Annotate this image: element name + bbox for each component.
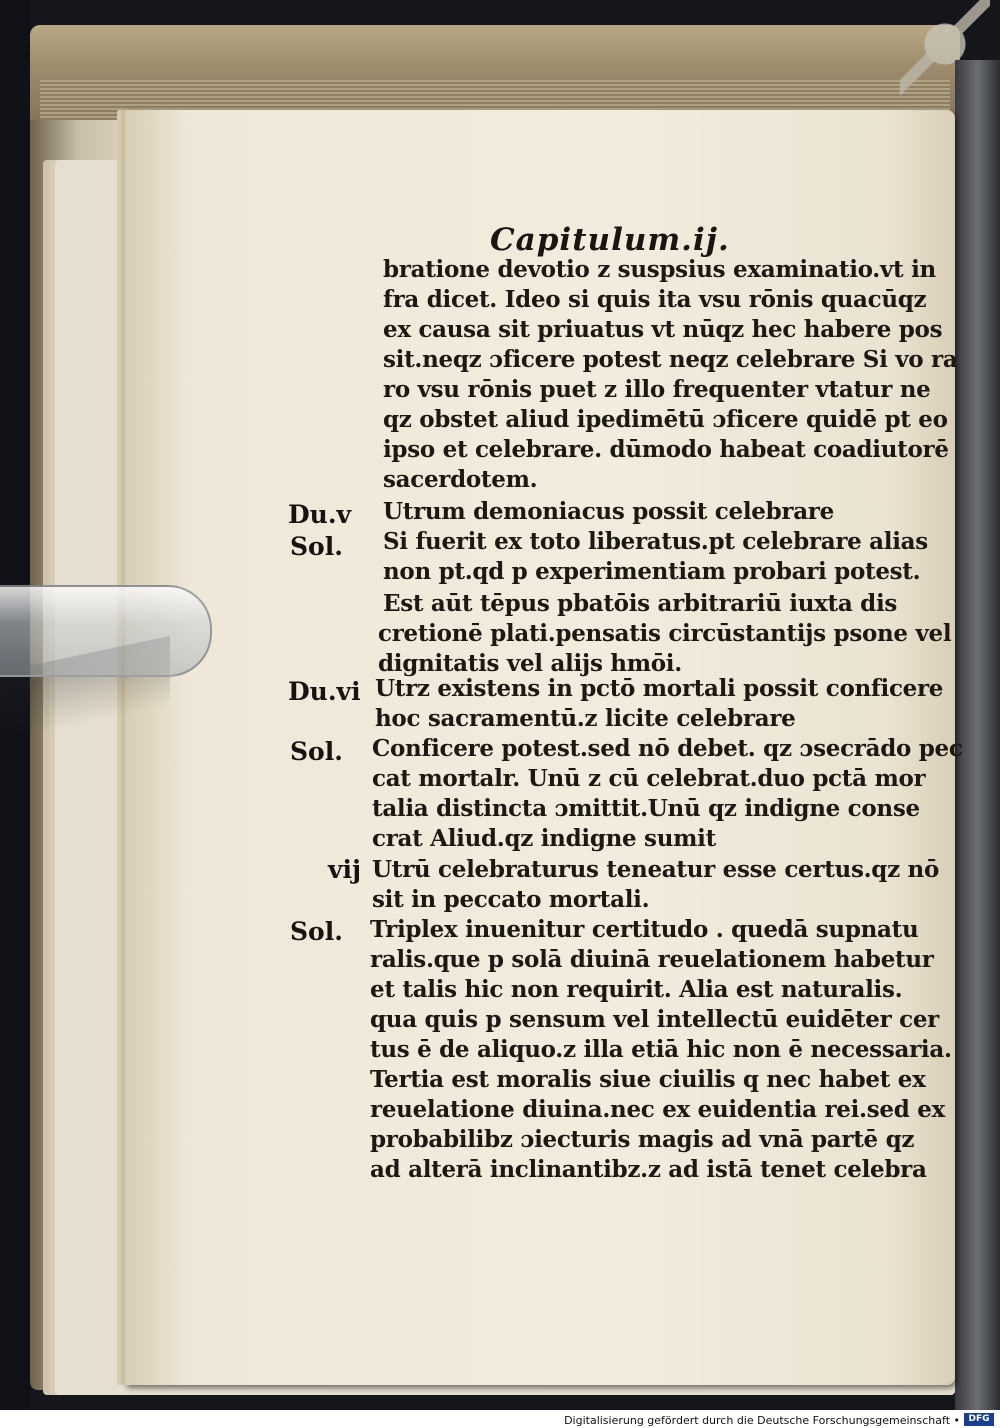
margin-label-question-v: Du.v (288, 500, 352, 529)
text-line: crat Aliud.qz indigne sumit (372, 825, 716, 852)
text-line: sit.neqz ɔficere potest neqz celebrare Si vo ra (383, 346, 958, 373)
text-line: Si fuerit ex toto liberatus.pt celebrare alias (383, 528, 928, 555)
glass-page-weight (0, 585, 212, 677)
text-line: qz obstet aliud ipedimētū ɔficere quidē pt eo (383, 406, 948, 433)
text-line: Tertia est moralis siue ciuilis q nec habet ex (370, 1066, 926, 1093)
text-line: Utrum demoniacus possit celebrare (383, 498, 834, 525)
text-line: Utrū celebraturus teneatur esse certus.qz nō (372, 856, 940, 883)
text-line: hoc sacramentū.z licite celebrare (375, 705, 796, 732)
text-line: ad alterā inclinantibz.z ad istā tenet celebra (370, 1156, 927, 1183)
text-line: et talis hic non requirit. Alia est naturalis. (370, 976, 903, 1003)
text-line: qua quis p sensum vel intellectū euidēter cer (370, 1006, 939, 1033)
text-line: ex causa sit priuatus vt nūqz hec habere pos (383, 316, 943, 343)
text-line: probabilibz ɔiecturis magis ad vnā partē qz (370, 1126, 915, 1153)
text-line: sit in peccato mortali. (372, 886, 650, 913)
text-line: talia distincta ɔmittit.Unū qz indigne conse (372, 795, 920, 822)
margin-label-question-vi: Du.vi (288, 677, 361, 706)
text-line: bratione devotio z suspsius examinatio.vt in (383, 256, 936, 283)
text-line: cat mortalr. Unū z cū celebrat.duo pctā mor (372, 765, 926, 792)
funding-caption: Digitalisierung gefördert durch die Deutsche Forschungsgemeinschaft • (564, 1414, 960, 1427)
dfg-logo-icon: DFG (964, 1413, 994, 1426)
text-line: ipso et celebrare. dūmodo habeat coadiutorē (383, 436, 949, 463)
text-line: Triplex inuenitur certitudo . quedā supnatu (370, 916, 919, 943)
text-line: cretionē plati.pensatis circūstantijs psone vel (378, 620, 952, 647)
margin-label-sol: Sol. (290, 917, 343, 946)
running-head: Capitulum.ij. (490, 222, 730, 258)
text-line: fra dicet. Ideo si quis ita vsu rōnis quacūqz (383, 286, 927, 313)
margin-label-sol: Sol. (290, 737, 343, 766)
text-line: ro vsu rōnis puet z illo frequenter vtatur ne (383, 376, 931, 403)
text-line: ralis.que p solā diuinā reuelationem habetur (370, 946, 934, 973)
text-line: Est aūt tēpus pbatōis arbitrariū iuxta dis (383, 590, 898, 617)
text-line: sacerdotem. (383, 466, 538, 493)
text-line: dignitatis vel alijs hmōi. (378, 650, 682, 677)
margin-label-question-vij: vij (328, 855, 362, 884)
text-line: Conficere potest.sed nō debet. qz ɔsecrādo pec (372, 735, 963, 762)
text-line: reuelatione diuina.nec ex euidentia rei.sed ex (370, 1096, 945, 1123)
margin-label-sol: Sol. (290, 532, 343, 561)
footer-caption-bar (0, 1410, 1000, 1428)
text-line: tus ē de aliquo.z illa etiā hic non ē necessaria. (370, 1036, 952, 1063)
text-line: non pt.qd p experimentiam probari potest. (383, 558, 921, 585)
text-line: Utrz existens in pctō mortali possit conficere (375, 675, 944, 702)
